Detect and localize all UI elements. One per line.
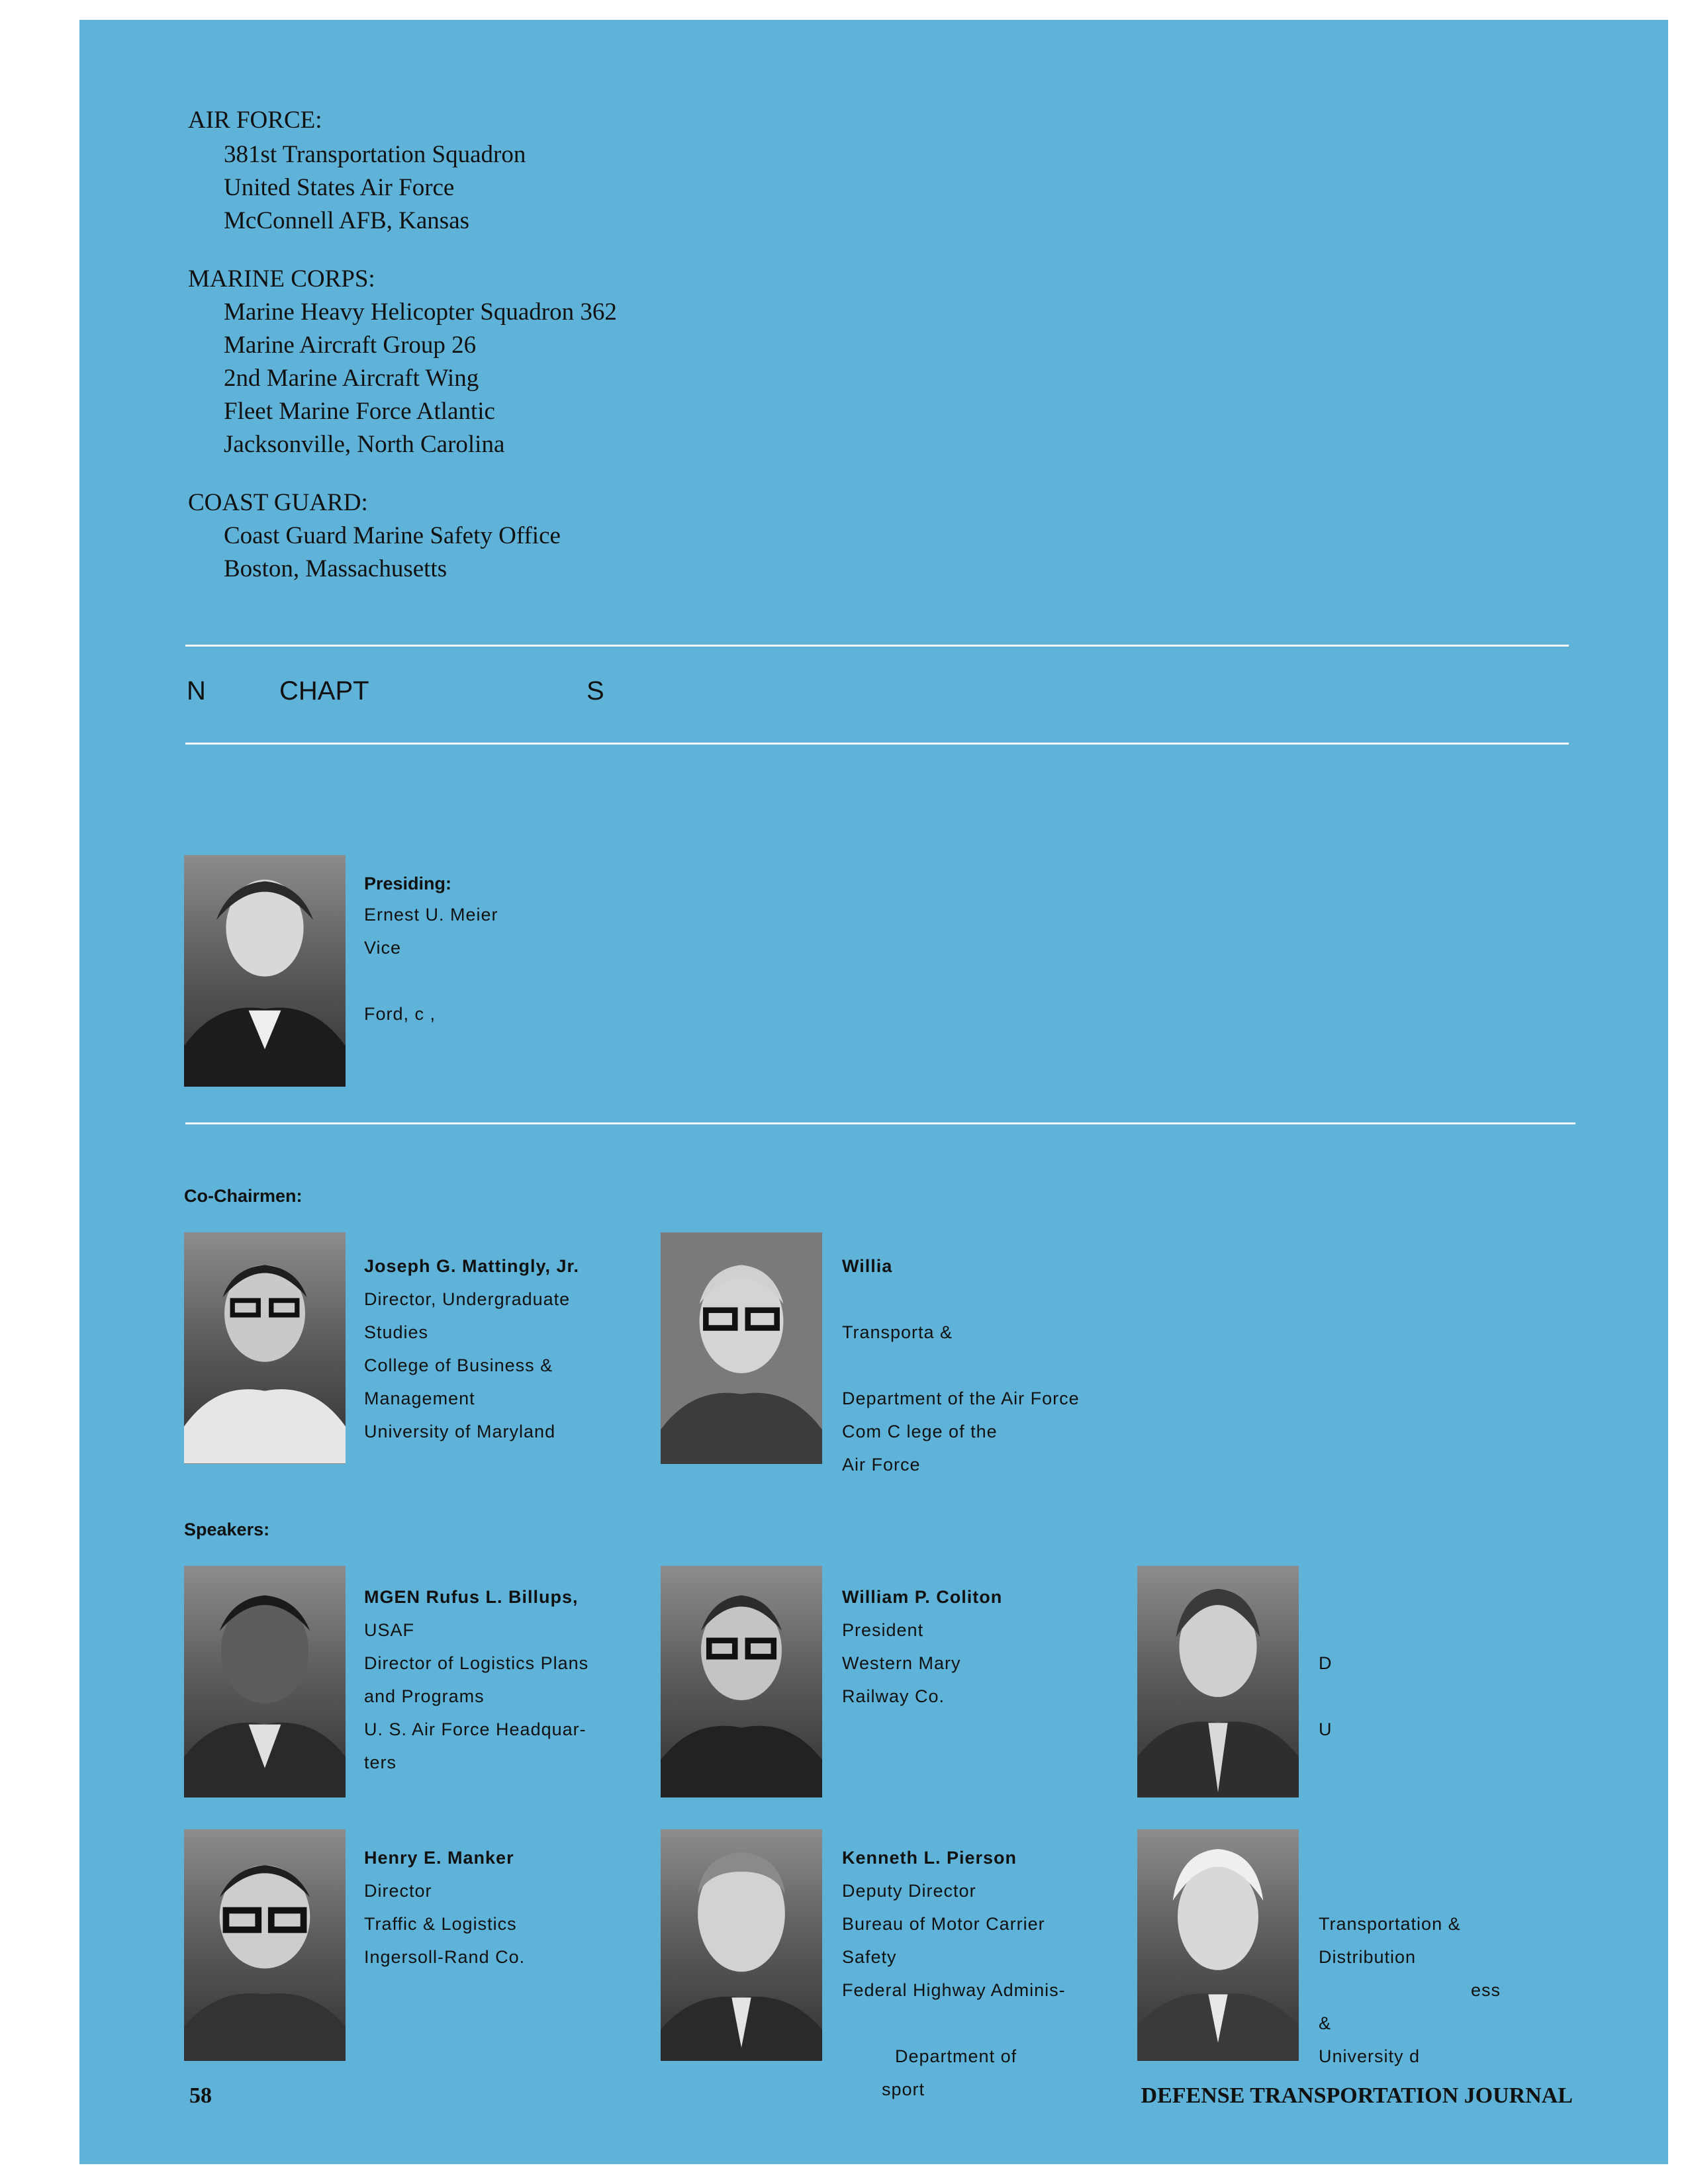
person-name: Willia	[842, 1256, 893, 1276]
text-line	[364, 964, 498, 997]
person-name: MGEN Rufus L. Billups,	[364, 1587, 579, 1607]
portrait-silhouette	[661, 1232, 822, 1464]
person-name: William P. Coliton	[842, 1587, 1003, 1607]
text-line: Department of the Air Force	[842, 1388, 1080, 1408]
text-line: and Programs	[364, 1686, 485, 1706]
portrait-photo	[661, 1566, 822, 1797]
text-line: Ingersoll-Rand Co.	[364, 1947, 526, 1967]
cochairmen-label: Co-Chairmen:	[184, 1186, 303, 1206]
speakers-label: Speakers:	[184, 1520, 270, 1539]
text-line: Deputy Director	[842, 1881, 976, 1901]
text-line: Ford, c ,	[364, 1004, 436, 1024]
coast-guard-heading: COAST GUARD:	[188, 489, 368, 516]
portrait-photo	[661, 1232, 822, 1464]
text-line: &	[1319, 2013, 1332, 2033]
marine-corps-line: 2nd Marine Aircraft Wing	[224, 365, 479, 392]
air-force-line: United States Air Force	[224, 174, 455, 201]
marine-corps-line: Fleet Marine Force Atlantic	[224, 398, 495, 425]
text-line	[1319, 1614, 1333, 1647]
portrait-silhouette	[1137, 1566, 1299, 1797]
divider-rule	[185, 1122, 1575, 1124]
text-line: D	[1319, 1653, 1333, 1673]
portrait-silhouette	[184, 1232, 346, 1464]
taff-text	[1319, 1841, 1501, 2073]
section-title	[187, 676, 604, 706]
section-title-part: S	[586, 676, 604, 705]
portrait-silhouette	[184, 1566, 346, 1797]
text-line: Management	[364, 1388, 475, 1408]
text-line: Western Mary	[842, 1653, 961, 1673]
presiding-text	[364, 898, 498, 1030]
page-number: 58	[189, 2083, 212, 2108]
text-line: Director, Undergraduate	[364, 1289, 571, 1309]
text-line: College of Business &	[364, 1355, 553, 1375]
text-line	[1319, 1841, 1501, 1874]
portrait-photo	[1137, 1829, 1299, 2061]
portrait-photo	[184, 1566, 346, 1797]
text-line: Railway Co.	[842, 1686, 945, 1706]
coast-guard-line: Coast Guard Marine Safety Office	[224, 522, 561, 549]
divider-rule	[185, 743, 1569, 745]
text-line	[842, 1283, 1080, 1316]
text-line: Transportation &	[1319, 1914, 1461, 1934]
portrait-silhouette	[1137, 1829, 1299, 2061]
text-line: Director of Logistics Plans	[364, 1653, 589, 1673]
portrait-silhouette	[184, 855, 346, 1087]
presiding-label: Presiding:	[364, 874, 452, 893]
text-line: U. S. Air Force Headquar-	[364, 1719, 586, 1739]
marine-corps-line: Marine Heavy Helicopter Squadron 362	[224, 298, 617, 326]
portrait-photo	[184, 855, 346, 1087]
portrait-silhouette	[661, 1566, 822, 1797]
mattingly-text	[364, 1250, 579, 1448]
portrait-photo	[1137, 1566, 1299, 1797]
journal-page	[79, 20, 1668, 2164]
text-line: ters	[364, 1752, 397, 1772]
text-line: Studies	[364, 1322, 429, 1342]
text-line	[842, 2007, 1066, 2040]
text-line: Air Force	[842, 1455, 921, 1475]
pierson-text	[842, 1841, 1066, 2106]
text-line: Com C lege of the	[842, 1422, 998, 1441]
person-name: Joseph G. Mattingly, Jr.	[364, 1256, 580, 1276]
person-name: Kenneth L. Pierson	[842, 1848, 1017, 1868]
text-line: Ernest U. Meier	[364, 905, 498, 925]
marine-corps-heading: MARINE CORPS:	[188, 265, 375, 293]
coast-guard-line: Boston, Massachusetts	[224, 555, 447, 582]
text-line: sport	[882, 2079, 925, 2099]
text-line	[842, 1349, 1080, 1382]
portrait-silhouette	[661, 1829, 822, 2061]
text-line: Federal Highway Adminis-	[842, 1980, 1066, 2000]
manker-text	[364, 1841, 525, 1974]
coliton-text	[842, 1580, 1002, 1713]
person-name: Henry E. Manker	[364, 1848, 514, 1868]
text-line: Traffic & Logistics	[364, 1914, 517, 1934]
text-line: Bureau of Motor Carrier	[842, 1914, 1045, 1934]
text-line: President	[842, 1620, 924, 1640]
portrait-photo	[184, 1829, 346, 2061]
text-line: U	[1319, 1719, 1333, 1739]
text-line: Department of	[895, 2046, 1017, 2066]
portrait-photo	[661, 1829, 822, 2061]
text-line	[1319, 1680, 1333, 1713]
journal-title: DEFENSE TRANSPORTATION JOURNAL	[1141, 2083, 1573, 2108]
text-line	[1319, 1580, 1333, 1614]
section-title-part: CHAPT	[279, 676, 369, 705]
text-line	[1319, 1874, 1501, 1907]
third-speaker-text	[1319, 1580, 1333, 1746]
divider-rule	[185, 645, 1569, 647]
billups-text	[364, 1580, 588, 1779]
air-force-heading: AIR FORCE:	[188, 107, 322, 134]
marine-corps-line: Jacksonville, North Carolina	[224, 431, 505, 458]
text-line: USAF	[364, 1620, 415, 1640]
text-line: Distribution	[1319, 1947, 1417, 1967]
william-text	[842, 1250, 1080, 1481]
text-line: Transporta &	[842, 1322, 953, 1342]
portrait-photo	[184, 1232, 346, 1464]
section-title-part: N	[187, 676, 206, 705]
text-line: University d	[1319, 2046, 1421, 2066]
air-force-line: McConnell AFB, Kansas	[224, 207, 470, 234]
text-line: Director	[364, 1881, 432, 1901]
text-line: Vice	[364, 938, 402, 958]
marine-corps-line: Marine Aircraft Group 26	[224, 332, 477, 359]
text-line: ess	[1471, 1980, 1501, 2000]
portrait-silhouette	[184, 1829, 346, 2061]
text-line: Safety	[842, 1947, 897, 1967]
text-line: University of Maryland	[364, 1422, 556, 1441]
air-force-line: 381st Transportation Squadron	[224, 141, 526, 168]
